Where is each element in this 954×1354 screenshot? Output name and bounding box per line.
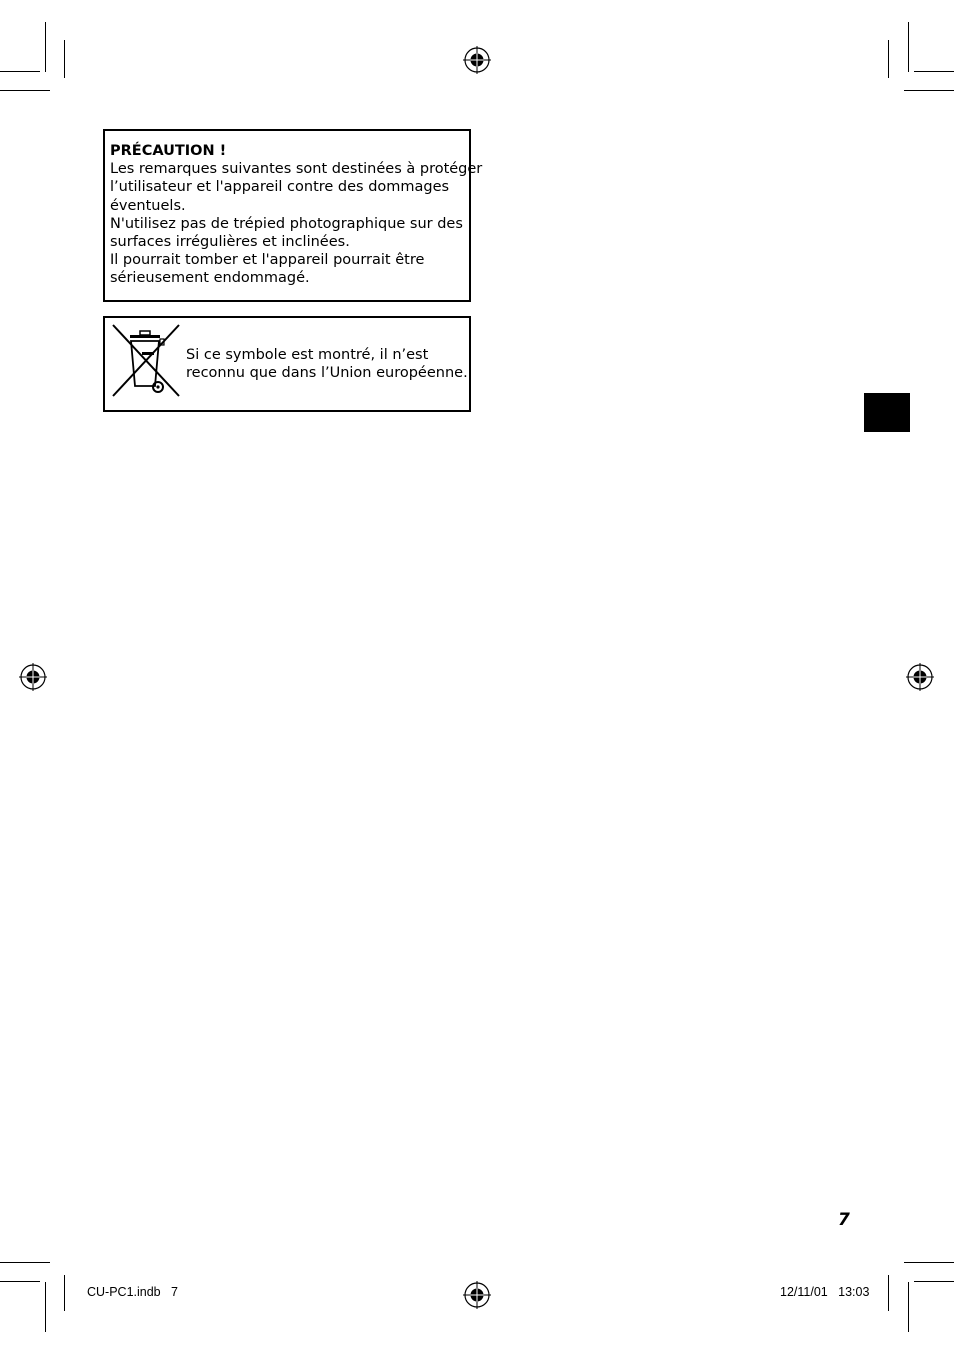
caution-line: sérieusement endommagé. xyxy=(110,270,310,287)
caution-box xyxy=(103,129,483,302)
caution-line: Il pourrait tomber et l'appareil pourrait être xyxy=(110,252,425,269)
crop-mark xyxy=(914,71,954,72)
print-slug-datetime: 12/11/01 13:03 xyxy=(780,1285,870,1299)
caution-line: N'utilisez pas de trépied photographique sur des xyxy=(110,215,463,232)
crop-mark xyxy=(64,40,65,78)
crop-mark xyxy=(908,1282,909,1332)
registration-mark-icon xyxy=(462,45,492,75)
crop-mark xyxy=(64,1275,65,1311)
crop-mark xyxy=(45,1282,46,1332)
weee-notice-box xyxy=(103,316,471,412)
caution-line: l’utilisateur et l'appareil contre des dommages xyxy=(110,179,450,196)
crop-mark xyxy=(908,22,909,72)
weee-notice-line: Si ce symbole est montré, il n’est xyxy=(186,347,429,363)
page-number: 7 xyxy=(838,1210,850,1230)
crop-mark xyxy=(914,1281,954,1282)
registration-mark-icon xyxy=(18,662,48,692)
weee-notice-text xyxy=(186,346,471,382)
crossed-out-wheelie-bin-icon xyxy=(110,322,184,398)
crop-mark xyxy=(0,71,40,72)
weee-notice-line: reconnu que dans l’Union européenne. xyxy=(186,365,468,382)
crop-mark xyxy=(888,40,889,78)
registration-mark-icon xyxy=(462,1280,492,1310)
print-slug-file: CU-PC1.indb 7 xyxy=(87,1285,179,1299)
caution-line: Les remarques suivantes sont destinées à protéger xyxy=(110,161,483,178)
section-tab-marker xyxy=(864,393,910,432)
crop-mark xyxy=(0,1262,50,1263)
registration-mark-icon xyxy=(905,662,935,692)
crop-mark xyxy=(904,90,954,91)
crop-mark xyxy=(0,90,50,91)
crop-mark xyxy=(45,22,46,72)
crop-mark xyxy=(0,1281,40,1282)
caution-line: surfaces irrégulières et inclinées. xyxy=(110,234,350,251)
caution-text xyxy=(110,142,483,288)
crop-mark xyxy=(888,1275,889,1311)
crop-mark xyxy=(904,1262,954,1263)
caution-title: PRÉCAUTION ! xyxy=(110,143,227,159)
caution-line: éventuels. xyxy=(110,197,186,214)
